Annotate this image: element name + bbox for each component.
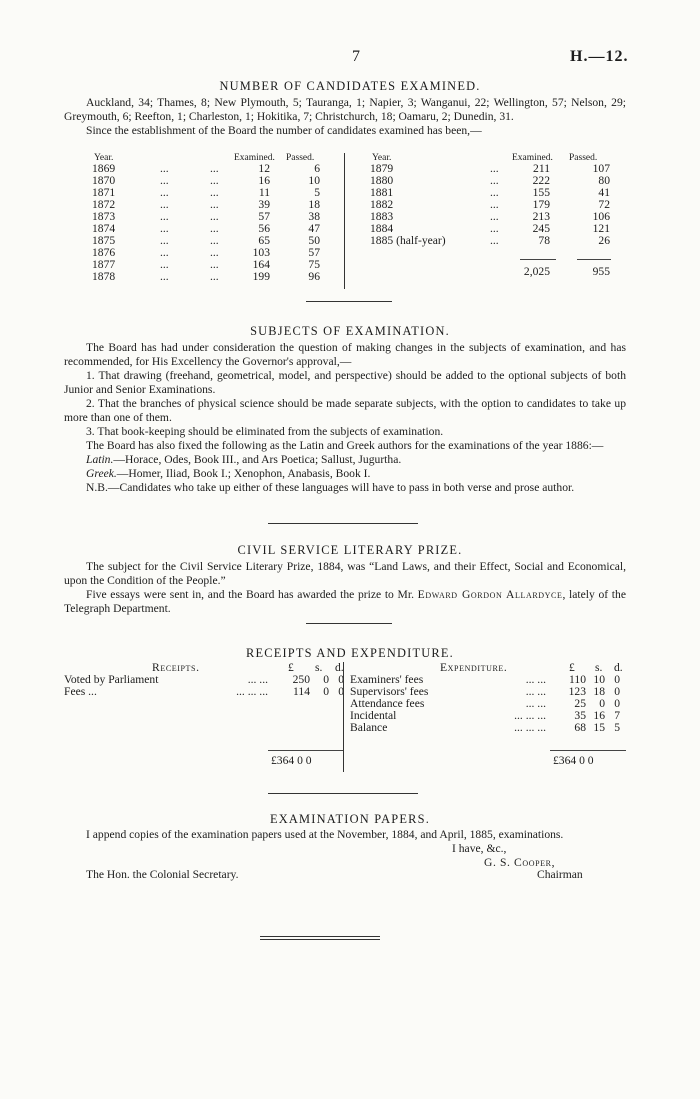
expenditure-total: £364 0 0 [553,754,594,767]
row-passed: 10 [308,174,320,187]
row-dots: ... [210,258,219,271]
table-row [370,211,630,223]
candidates-table-left [90,153,350,283]
left-rows [90,163,350,283]
section-divider [268,793,418,794]
row-dots: ... [160,174,169,187]
row-dots: ... [160,186,169,199]
account-shillings: 16 [593,709,605,722]
account-dots: ... ... [525,685,546,698]
account-pounds: 68 [574,721,586,734]
account-pounds: 35 [574,709,586,722]
towns-text: Auckland, 34; Thames, 8; New Plymouth, 5; Tauranga, 1; Napier, 3; Wanganui, 22; Wellington, 57; Nelson, 29; Greymouth, 6; Reefton, 1; Charleston, 1; Hokitika, 7; Christchurch, 18; Oamaru, 2; Dunedin, 31. [64,96,626,123]
row-year: 1879 [370,162,394,175]
row-dots: ... [210,186,219,199]
row-examined: 56 [258,222,270,235]
row-dots: ... [210,174,219,187]
row-year: 1876 [92,246,116,259]
row-dots: ... [210,210,219,223]
account-pence: 0 [614,673,620,686]
pence-header: d. [335,661,344,674]
accounts-heading: RECEIPTS AND EXPENDITURE. [246,646,454,660]
row-dots: ... [160,246,169,259]
table-row [370,235,630,247]
total-rule [268,750,344,751]
prize-body [64,560,626,616]
total-rule [520,259,556,260]
nb-note: N.B.—Candidates who take up either of these languages will have to pass in both verse and prose author. [86,481,575,494]
row-dots: ... [490,210,499,223]
account-pounds: 25 [574,697,586,710]
row-examined: 57 [258,210,270,223]
row-examined: 155 [532,186,550,199]
account-label: Balance [350,721,388,734]
totals-row [370,266,630,278]
right-rows [370,163,630,247]
account-pence: 5 [614,721,620,734]
section-divider [306,623,392,624]
row-examined: 12 [258,162,270,175]
row-year: 1877 [92,258,116,271]
account-shillings: 0 [323,673,329,686]
row-year: 1875 [92,234,116,247]
row-year: 1874 [92,222,116,235]
section-divider [268,523,418,524]
account-pounds: 114 [293,685,310,698]
row-examined: 78 [538,234,550,247]
row-dots: ... [490,162,499,175]
row-dots: ... [490,198,499,211]
row-dots: ... [210,270,219,283]
row-passed: 38 [308,210,320,223]
row-passed: 47 [308,222,320,235]
row-year: 1869 [92,162,116,175]
account-dots: ... ... ... [514,709,546,722]
account-label: Fees ... [64,685,97,698]
papers-heading: EXAMINATION PAPERS. [269,812,431,826]
subjects-item-2: 2. That the branches of physical science should be made separate subjects, with the option to candidates to take up more than one of them. [64,397,626,424]
addressee: The Hon. the Colonial Secretary. [86,868,239,881]
row-passed: 80 [598,174,610,187]
account-shillings: 15 [593,721,605,734]
account-label: Supervisors' fees [350,685,429,698]
section-divider [306,301,392,302]
row-year: 1885 (half-year) [370,234,446,247]
table-divider [344,153,345,289]
row-dots: ... [490,234,499,247]
subjects-body [64,341,626,495]
greek-label: Greek. [86,467,117,480]
greek-line [64,467,626,481]
prize-text-end: , lately of the Telegraph Department. [64,588,626,615]
account-dots: ... ... [525,673,546,686]
total-examined: 2,025 [523,265,550,278]
account-dots: ... ... ... [236,685,268,698]
row-passed: 72 [598,198,610,211]
passed-header: Passed. [286,153,315,163]
table-row [90,175,350,187]
pound-header: £ [569,661,575,674]
row-dots: ... [210,162,219,175]
row-dots: ... [490,174,499,187]
account-pounds: 110 [569,673,586,686]
row-passed: 26 [598,234,610,247]
row-passed: 107 [592,162,610,175]
account-shillings: 0 [599,697,605,710]
shilling-header: s. [595,661,603,674]
row-dots: ... [160,198,169,211]
row-examined: 245 [532,222,550,235]
account-shillings: 10 [593,673,605,686]
row-passed: 106 [592,210,610,223]
row-dots: ... [210,222,219,235]
row-year: 1871 [92,186,116,199]
candidates-table-right [370,153,630,278]
row-passed: 75 [308,258,320,271]
prize-text-start: Five essays were sent in, and the Board has awarded the prize to Mr. [86,588,414,601]
account-pence: 0 [614,697,620,710]
total-passed: 955 [592,265,610,278]
table-row [370,187,630,199]
row-examined: 222 [532,174,550,187]
papers-body [64,828,626,842]
latin-line [64,453,626,467]
row-year: 1881 [370,186,394,199]
examined-header: Examined. [512,153,553,163]
account-label: Voted by Parliament [64,673,159,686]
prize-heading: CIVIL SERVICE LITERARY PRIZE. [237,543,463,557]
prize-paragraph-2 [64,588,626,616]
row-examined: 11 [258,186,270,199]
subjects-item-3: 3. That book-keeping should be eliminated from the subjects of examination. [86,425,444,438]
accounts-divider [343,662,344,772]
receipts-title: Receipts. [152,661,200,674]
account-pence: 0 [338,673,344,686]
account-label: Incidental [350,709,397,722]
signer-name: G. S. Cooper, [484,856,556,869]
pence-header: d. [614,661,623,674]
shilling-header: s. [315,661,323,674]
latin-text: —Horace, Odes, Book III., and Ars Poetica; Sallust, Jugurtha. [113,453,402,466]
row-dots: ... [490,186,499,199]
account-pence: 0 [338,685,344,698]
year-header: Year. [94,153,114,163]
row-passed: 6 [314,162,320,175]
row-passed: 57 [308,246,320,259]
subjects-intro: The Board has had under consideration the question of making changes in the subjects of examination, and has recommended, for His Excellency the Governor's approval,— [64,341,626,368]
table-header [370,153,630,163]
end-rule [260,939,380,940]
account-row [350,710,630,722]
row-examined: 65 [258,234,270,247]
passed-header: Passed. [569,153,598,163]
account-row [64,686,354,698]
account-pence: 0 [614,685,620,698]
receipts-rows [64,674,354,698]
row-dots: ... [160,222,169,235]
total-rule [550,750,626,751]
row-dots: ... [160,258,169,271]
examined-header: Examined. [234,153,275,163]
account-pounds: 250 [292,673,310,686]
end-rule [260,936,380,937]
row-dots: ... [160,210,169,223]
row-year: 1872 [92,198,116,211]
table-row [370,199,630,211]
account-pence: 7 [614,709,620,722]
papers-text: I append copies of the examination papers used at the November, 1884, and April, 1885, examinations. [86,828,564,841]
row-dots: ... [210,198,219,211]
pound-header: £ [288,661,294,674]
row-year: 1883 [370,210,394,223]
expenditure-title: Expenditure. [440,661,508,674]
row-examined: 199 [252,270,270,283]
row-passed: 18 [308,198,320,211]
row-dots: ... [490,222,499,235]
authors-intro: The Board has also fixed the following as the Latin and Greek authors for the examinations of the year 1886:— [86,439,604,452]
table-row [370,163,630,175]
row-dots: ... [160,234,169,247]
row-passed: 5 [314,186,320,199]
row-dots: ... [160,270,169,283]
table-row [370,175,630,187]
row-year: 1882 [370,198,394,211]
prize-winner: Edward Gordon Allardyce [417,588,563,601]
row-examined: 213 [532,210,550,223]
prize-paragraph-1: The subject for the Civil Service Literary Prize, 1884, was “Land Laws, and their Effect, Social and Economical, upon the Condition of the People.” [64,560,626,587]
expenditure-rows [350,674,630,734]
candidates-paragraph [64,96,626,138]
subjects-item-1: 1. That drawing (freehand, geometrical, model, and perspective) should be added to the optional subjects of both Junior and Senior Examinations. [64,369,626,396]
table-header [90,153,350,163]
account-pounds: 123 [568,685,586,698]
closing-line: I have, &c., [452,842,507,855]
expenditure-table [350,662,630,772]
latin-label: Latin. [86,453,114,466]
row-passed: 50 [308,234,320,247]
account-dots: ... ... ... [514,721,546,734]
row-year: 1880 [370,174,394,187]
table-row [90,271,350,283]
account-row [350,722,630,734]
row-dots: ... [160,162,169,175]
row-year: 1873 [92,210,116,223]
row-year: 1878 [92,270,116,283]
account-dots: ... ... [247,673,268,686]
row-examined: 16 [258,174,270,187]
since-text: Since the establishment of the Board the number of candidates examined has been,— [86,124,482,137]
receipts-table [64,662,354,772]
account-row [64,674,354,686]
account-dots: ... ... [525,697,546,710]
year-header: Year. [372,153,392,163]
row-dots: ... [210,234,219,247]
account-label: Attendance fees [350,697,425,710]
greek-text: —Homer, Iliad, Book I.; Xenophon, Anabasis, Book I. [116,467,371,480]
row-examined: 164 [252,258,270,271]
account-shillings: 18 [593,685,605,698]
row-passed: 96 [308,270,320,283]
row-examined: 103 [252,246,270,259]
row-year: 1884 [370,222,394,235]
row-examined: 39 [258,198,270,211]
row-dots: ... [210,246,219,259]
account-shillings: 0 [323,685,329,698]
subjects-heading: SUBJECTS OF EXAMINATION. [250,324,450,338]
account-label: Examiners' fees [350,673,424,686]
row-passed: 41 [598,186,610,199]
total-rule [577,259,611,260]
signer-title: Chairman [537,868,583,881]
document-reference: H.—12. [570,48,629,65]
row-passed: 121 [592,222,610,235]
row-examined: 211 [533,162,550,175]
row-examined: 179 [532,198,550,211]
receipts-total: £364 0 0 [271,754,312,767]
page-number: 7 [352,48,360,65]
candidates-heading: NUMBER OF CANDIDATES EXAMINED. [219,79,481,93]
row-year: 1870 [92,174,116,187]
